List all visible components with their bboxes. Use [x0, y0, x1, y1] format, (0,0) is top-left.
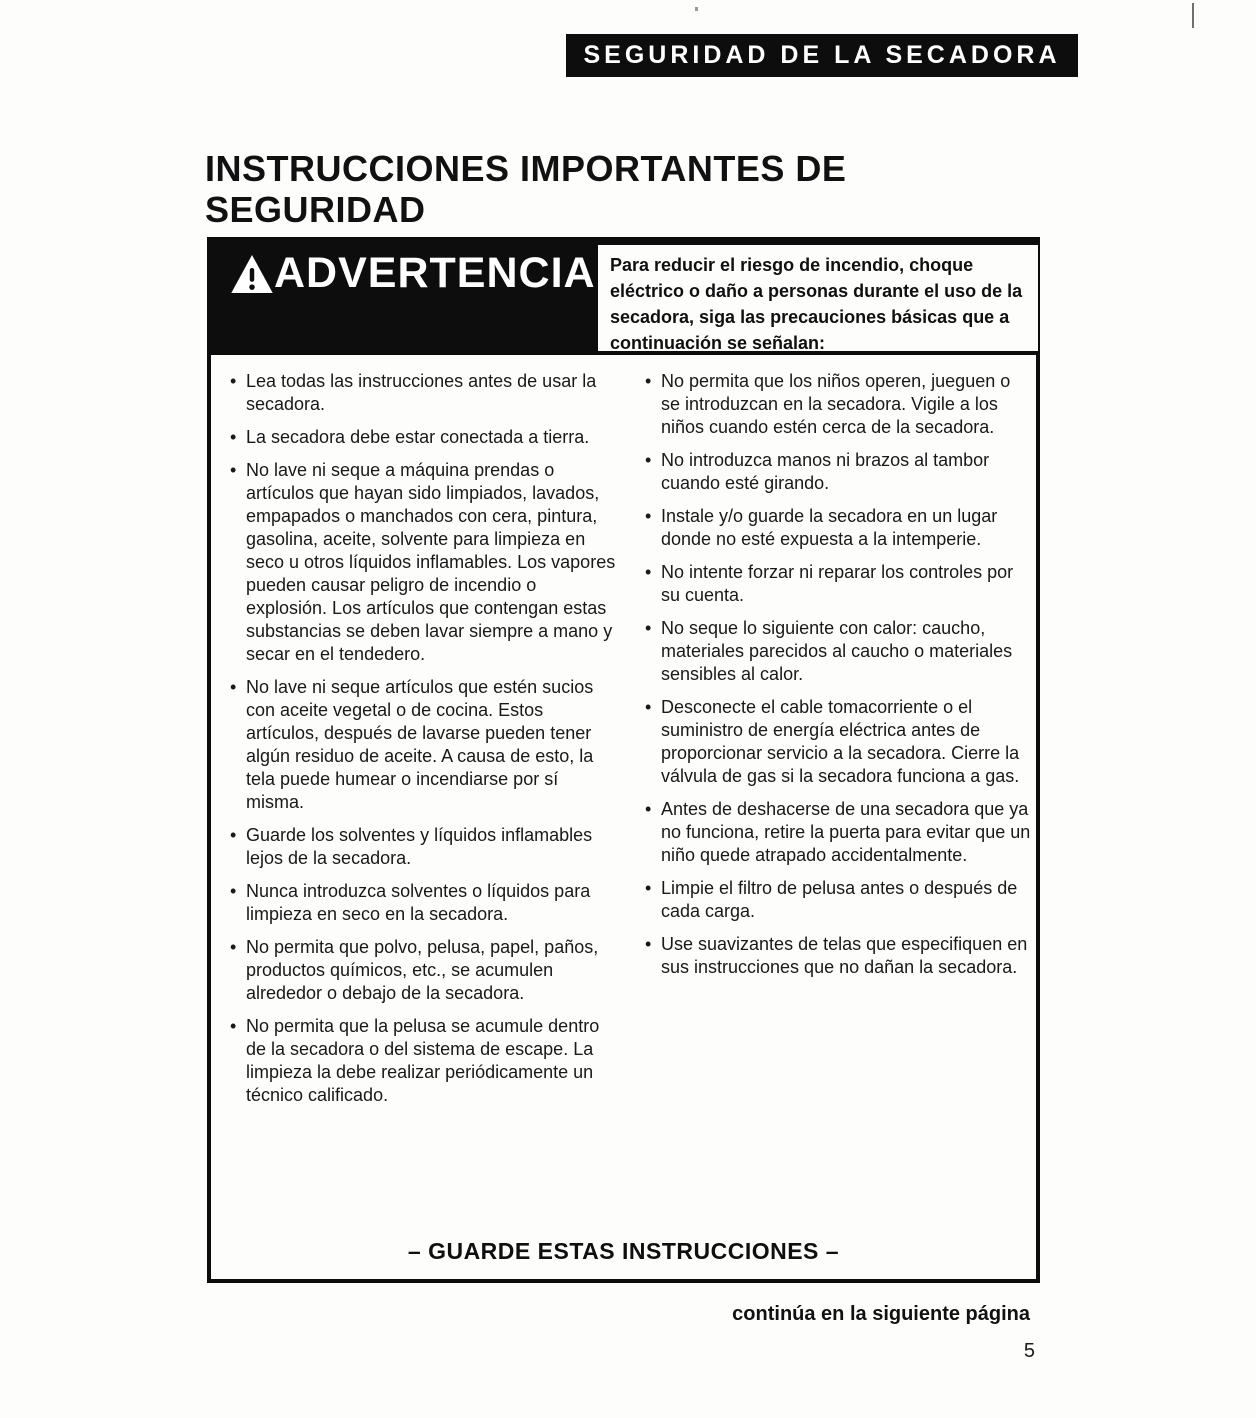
scan-artifact-line [1192, 3, 1194, 28]
continuation-note: continúa en la siguiente página [732, 1303, 1030, 1325]
save-instructions-note: – GUARDE ESTAS INSTRUCCIONES – [407, 1238, 840, 1264]
scan-artifact-dot [695, 7, 698, 11]
list-item: • Guarde los solventes y líquidos inflamables lejos de la secadora. [230, 824, 620, 870]
instructions-columns [211, 355, 1036, 1117]
page-number: 5 [1023, 1340, 1035, 1362]
list-item: • No introduzca manos ni brazos al tambor cuando esté girando. [645, 449, 1032, 495]
warning-triangle-icon [231, 255, 273, 293]
section-banner [566, 34, 1078, 77]
warning-label [231, 249, 596, 298]
list-item: • Nunca introduzca solventes o líquidos para limpieza en seco en la secadora. [230, 880, 620, 926]
instructions-column-left [230, 370, 620, 1117]
warning-header [211, 241, 1036, 355]
safety-instructions-box [207, 237, 1040, 1283]
list-item: • Limpie el filtro de pelusa antes o después de cada carga. [645, 877, 1032, 923]
list-item: • Lea todas las instrucciones antes de usar la secadora. [230, 370, 620, 416]
list-item: • Desconecte el cable tomacorriente o el suministro de energía eléctrica antes de proporcionar servicio a la secadora. Cierre la válvula de gas si la secadora funciona a gas. [645, 696, 1032, 788]
list-item: • Instale y/o guarde la secadora en un lugar donde no esté expuesta a la intemperie. [645, 505, 1032, 551]
section-banner-label: SEGURIDAD DE LA SECADORA [583, 41, 1061, 69]
instructions-column-right [645, 370, 1032, 1117]
list-item: • No lave ni seque a máquina prendas o artículos que hayan sido limpiados, lavados, empapados o manchados con cera, pintura, gasolina, aceite, solvente para limpieza en seco u otros líquidos inflamables. Los vapores pueden causar peligro de incendio o explosión. Los artículos que contengan estas substancias se deben lavar siempre a mano y secar en el tendedero. [230, 459, 620, 666]
page-title: INSTRUCCIONES IMPORTANTES DE SEGURIDAD [205, 148, 847, 230]
list-item: • No intente forzar ni reparar los controles por su cuenta. [645, 561, 1032, 607]
list-item: • La secadora debe estar conectada a tierra. [230, 426, 620, 449]
list-item: • No permita que la pelusa se acumule dentro de la secadora o del sistema de escape. La limpieza la debe realizar periódicamente un técnico calificado. [230, 1015, 620, 1107]
list-item: • No seque lo siguiente con calor: caucho, materiales parecidos al caucho o materiales sensibles al calor. [645, 617, 1032, 686]
list-item: • Use suavizantes de telas que especifiquen en sus instrucciones que no dañan la secadora. [645, 933, 1032, 979]
warning-label-text: ADVERTENCIA [274, 249, 596, 297]
warning-message: Para reducir el riesgo de incendio, choque eléctrico o daño a personas durante el uso de la secadora, siga las precauciones básicas que a continuación se señalan: [598, 245, 1038, 351]
list-item: • No lave ni seque artículos que estén sucios con aceite vegetal o de cocina. Estos artículos, después de lavarse pueden tener algún residuo de aceite. A causa de esto, la tela puede humear o incendiarse por sí misma. [230, 676, 620, 814]
list-item: • No permita que polvo, pelusa, papel, paños, productos químicos, etc., se acumulen alrededor o debajo de la secadora. [230, 936, 620, 1005]
list-item: • Antes de deshacerse de una secadora que ya no funciona, retire la puerta para evitar que un niño quede atrapado accidentalmente. [645, 798, 1032, 867]
list-item: • No permita que los niños operen, jueguen o se introduzcan en la secadora. Vigile a los niños cuando estén cerca de la secadora. [645, 370, 1032, 439]
